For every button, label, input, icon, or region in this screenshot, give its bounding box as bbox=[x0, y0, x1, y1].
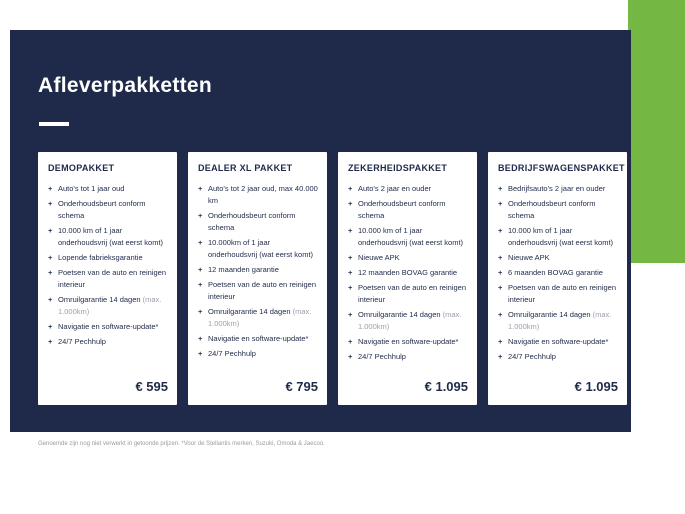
package-feature: + Onderhoudsbeurt conform schema bbox=[348, 198, 468, 222]
package-feature: + Navigatie en software-update* bbox=[498, 336, 618, 348]
package-feature: + 10.000 km of 1 jaar onderhoudsvrij (wat eerst komt) bbox=[498, 225, 618, 249]
package-feature: + 24/7 Pechhulp bbox=[48, 336, 168, 348]
package-feature: + Bedrijfsauto's 2 jaar en ouder bbox=[498, 183, 618, 195]
package-feature: + Lopende fabrieksgarantie bbox=[48, 252, 168, 264]
feature-muted-note: (max. 1.000km) bbox=[508, 310, 612, 331]
package-feature: + Poetsen van de auto en reinigen interieur bbox=[498, 282, 618, 306]
package-features bbox=[48, 183, 168, 371]
package-cards bbox=[38, 152, 627, 405]
package-card bbox=[38, 152, 177, 405]
package-feature: + Poetsen van de auto en reinigen interieur bbox=[198, 279, 318, 303]
package-feature: + Nieuwe APK bbox=[348, 252, 468, 264]
package-feature: + Omruilgarantie 14 dagen (max. 1.000km) bbox=[48, 294, 168, 318]
package-title: DEALER XL PAKKET bbox=[198, 163, 293, 173]
package-features bbox=[498, 183, 618, 371]
package-features bbox=[348, 183, 468, 371]
package-price: € 795 bbox=[285, 379, 318, 394]
package-features bbox=[198, 183, 318, 371]
page-title: Afleverpakketten bbox=[38, 74, 213, 97]
package-feature: + Navigatie en software-update* bbox=[48, 321, 168, 333]
package-feature: + 10.000km of 1 jaar onderhoudsvrij (wat eerst komt) bbox=[198, 237, 318, 261]
package-feature: + Onderhoudsbeurt conform schema bbox=[198, 210, 318, 234]
package-price: € 1.095 bbox=[574, 379, 618, 394]
package-feature: + Auto's tot 1 jaar oud bbox=[48, 183, 168, 195]
title-underline bbox=[39, 122, 69, 126]
package-feature: + Omruilgarantie 14 dagen (max. 1.000km) bbox=[498, 309, 618, 333]
package-feature: + 12 maanden BOVAG garantie bbox=[348, 267, 468, 279]
package-feature: + 10.000 km of 1 jaar onderhoudsvrij (wat eerst komt) bbox=[48, 225, 168, 249]
package-card bbox=[488, 152, 627, 405]
package-feature: + 24/7 Pechhulp bbox=[498, 351, 618, 363]
package-feature: + Omruilgarantie 14 dagen (max. 1.000km) bbox=[198, 306, 318, 330]
package-feature: + Auto's tot 2 jaar oud, max 40.000 km bbox=[198, 183, 318, 207]
package-feature: + Onderhoudsbeurt conform schema bbox=[498, 198, 618, 222]
package-feature: + 12 maanden garantie bbox=[198, 264, 318, 276]
package-feature: + Onderhoudsbeurt conform schema bbox=[48, 198, 168, 222]
package-feature: + Nieuwe APK bbox=[498, 252, 618, 264]
package-feature: + 24/7 Pechhulp bbox=[198, 348, 318, 360]
package-feature: + Navigatie en software-update* bbox=[348, 336, 468, 348]
package-feature: + 24/7 Pechhulp bbox=[348, 351, 468, 363]
green-accent-block bbox=[628, 0, 685, 263]
package-feature: + 10.000 km of 1 jaar onderhoudsvrij (wat eerst komt) bbox=[348, 225, 468, 249]
package-card bbox=[188, 152, 327, 405]
package-feature: + Omruilgarantie 14 dagen (max. 1.000km) bbox=[348, 309, 468, 333]
feature-muted-note: (max. 1.000km) bbox=[58, 295, 162, 316]
package-price: € 595 bbox=[135, 379, 168, 394]
slide-panel bbox=[10, 30, 631, 432]
package-feature: + Poetsen van de auto en reinigen interieur bbox=[48, 267, 168, 291]
footnote: Genoemde zijn nog niet verwerkt in getoonde prijzen. *Voor de Stellantis merken, Suzuki, Omoda & Jaecoo. bbox=[38, 441, 325, 447]
feature-muted-note: (max. 1.000km) bbox=[358, 310, 462, 331]
package-card bbox=[338, 152, 477, 405]
package-title: DEMOPAKKET bbox=[48, 163, 115, 173]
package-price: € 1.095 bbox=[424, 379, 468, 394]
feature-muted-note: (max. 1.000km) bbox=[208, 307, 312, 328]
package-feature: + 6 maanden BOVAG garantie bbox=[498, 267, 618, 279]
package-feature: + Navigatie en software-update* bbox=[198, 333, 318, 345]
package-feature: + Poetsen van de auto en reinigen interieur bbox=[348, 282, 468, 306]
package-title: BEDRIJFSWAGENSPAKKET bbox=[498, 163, 625, 173]
package-feature: + Auto's 2 jaar en ouder bbox=[348, 183, 468, 195]
package-title: ZEKERHEIDSPAKKET bbox=[348, 163, 448, 173]
